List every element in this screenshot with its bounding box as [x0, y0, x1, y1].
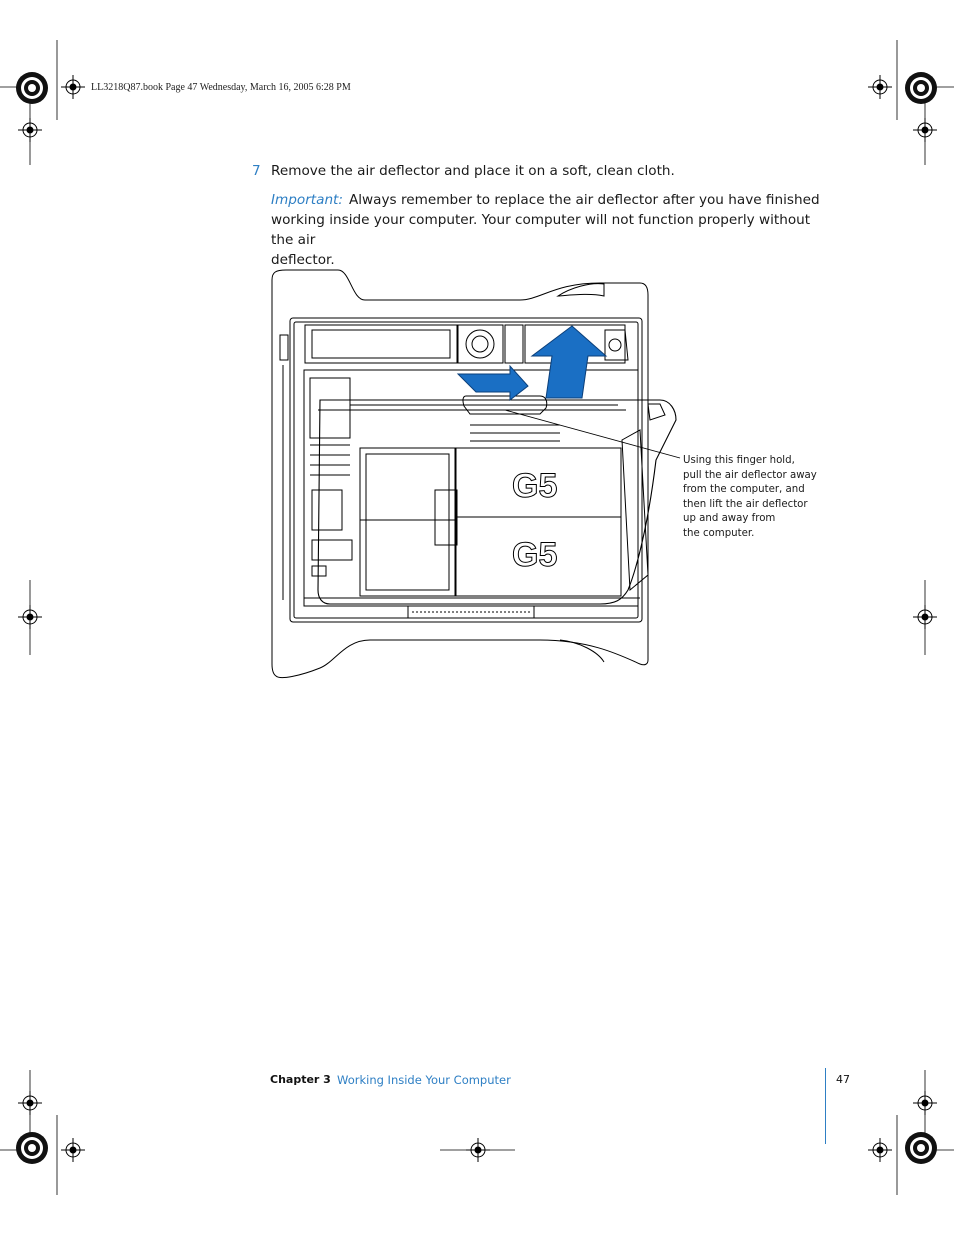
step-text: Remove the air deflector and place it on a soft, clean cloth. [271, 163, 675, 179]
lift-arrow [532, 326, 606, 398]
footer-chapter: Chapter 3 [270, 1073, 331, 1086]
important-line-2: working inside your computer. Your computer will not function properly without the air [271, 212, 811, 248]
callout-line: then lift the air deflector [683, 498, 808, 510]
g5-badge-bottom: G5 [512, 536, 558, 574]
print-slug: LL3218Q87.book Page 47 Wednesday, March 16, 2005 6:28 PM [91, 82, 351, 93]
footer-chapter-title: Working Inside Your Computer [337, 1073, 511, 1087]
g5-badge-top: G5 [512, 467, 558, 505]
illustration-callout [683, 454, 823, 542]
pull-arrow [458, 366, 528, 400]
callout-line: Using this finger hold, [683, 455, 795, 466]
important-label: Important: [271, 192, 343, 208]
footer-divider [825, 1068, 826, 1144]
callout-line: pull the air deflector away [683, 469, 817, 481]
callout-line: from the computer, and [683, 484, 805, 496]
callout-line: up and away from [683, 513, 776, 525]
step-number: 7 [252, 163, 261, 179]
callout-line: the computer. [683, 527, 755, 539]
important-line-3: deflector. [271, 252, 335, 268]
important-line-1: Always remember to replace the air deflector after you have finished [348, 192, 820, 208]
page-number: 47 [836, 1073, 850, 1086]
